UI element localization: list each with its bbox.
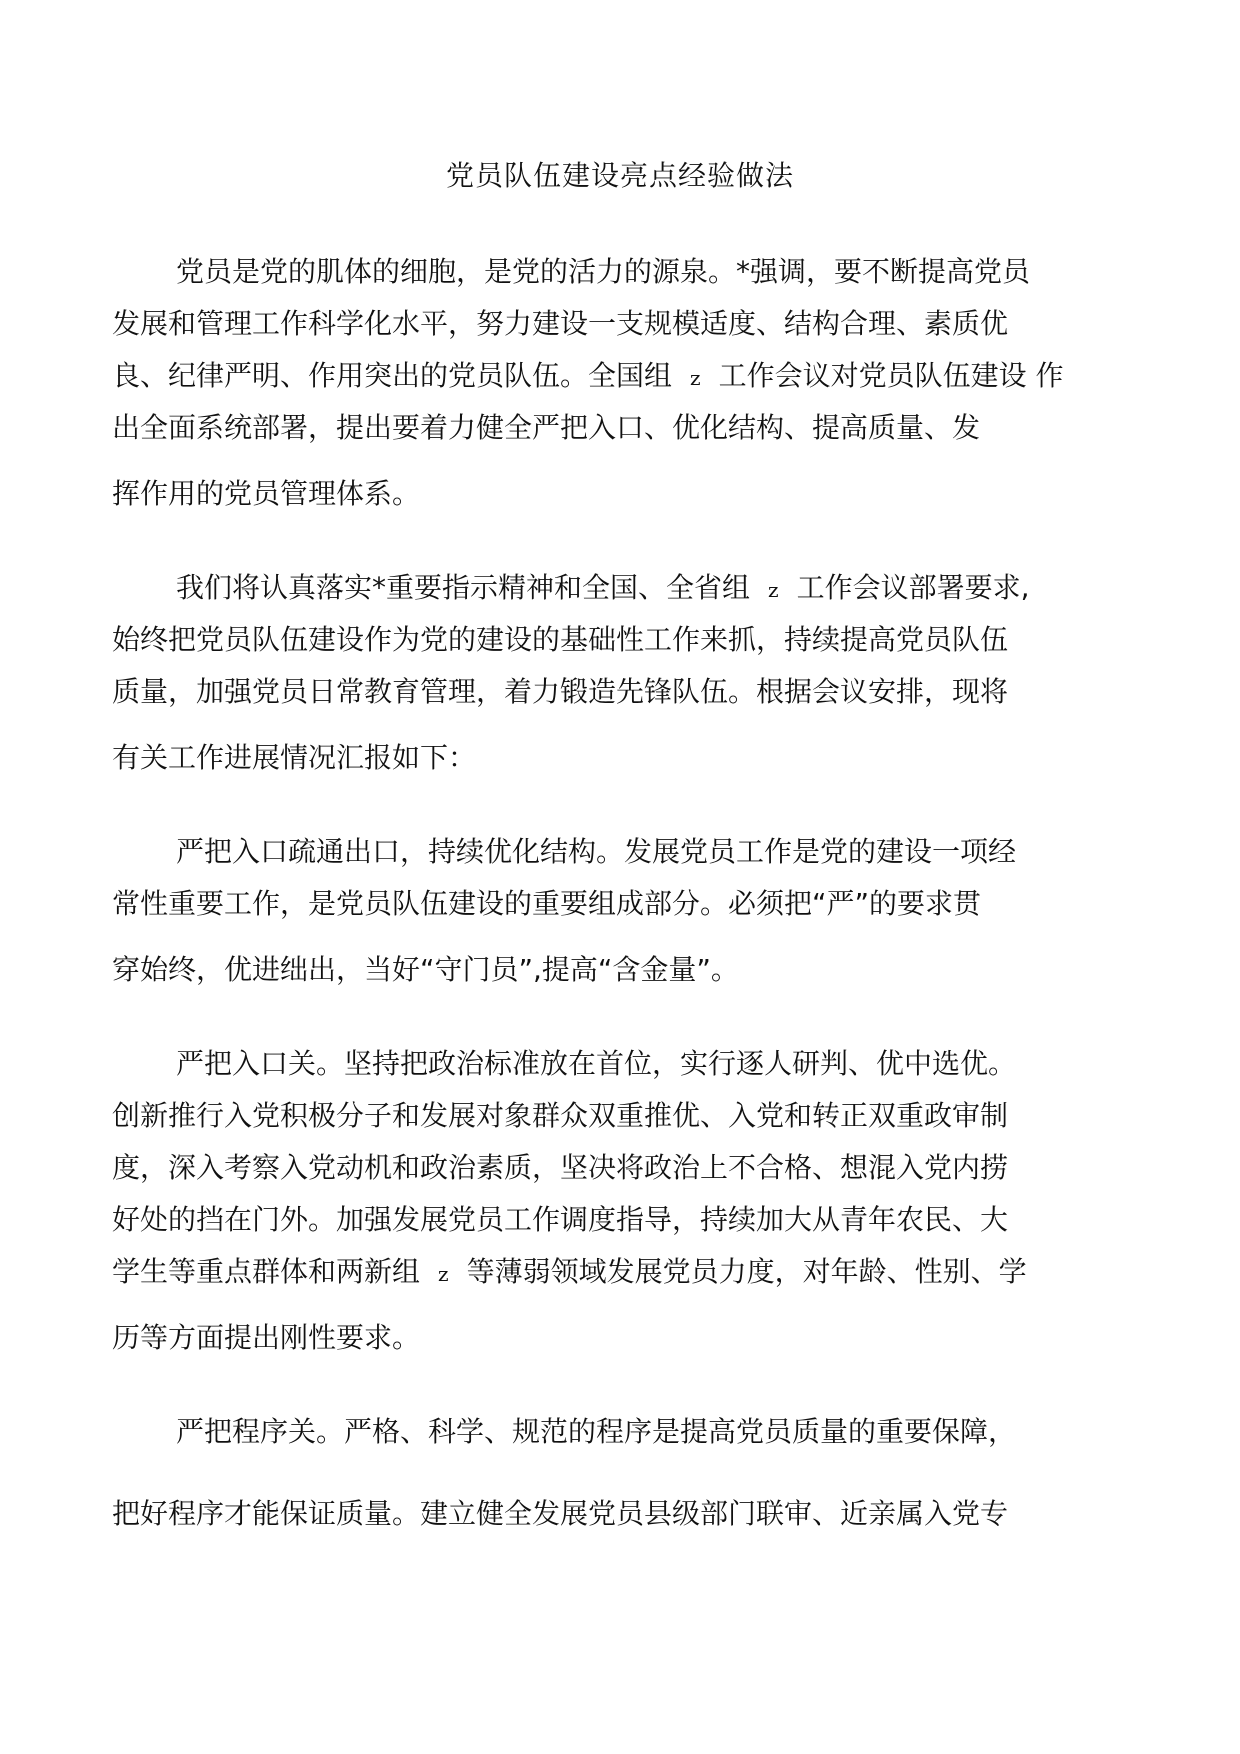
paragraph-line xyxy=(176,568,1029,610)
text-segment: 工作会议对党员队伍建设 作 xyxy=(718,359,1064,392)
paragraph-line: 创新推行入党积极分子和发展对象群众双重推优、入党和转正双重政审制 xyxy=(112,1099,1009,1132)
text-segment: 良、纪律严明、作用突出的党员队伍。全国组 xyxy=(112,359,673,392)
paragraph-line: 挥作用的党员管理体系。 xyxy=(112,477,421,510)
paragraph-line: 发展和管理工作科学化水平，努力建设一支规模适度、结构合理、素质优 xyxy=(112,307,1009,340)
paragraph-line: 严把入口疏通出口，持续优化结构。发展党员工作是党的建设一项经 xyxy=(176,835,1017,868)
paragraph-line: 质量，加强党员日常教育管理，着力锻造先锋队伍。根据会议安排，现将 xyxy=(112,675,1009,708)
text-segment: z xyxy=(438,1262,449,1286)
paragraph-line: 把好程序才能保证质量。建立健全发展党员县级部门联审、近亲属入党专 xyxy=(112,1497,1009,1530)
text-segment: z xyxy=(768,578,779,602)
text-segment: 我们将认真落实*重要指示精神和全国、全省组 xyxy=(176,571,751,604)
text-segment: z xyxy=(690,366,701,390)
paragraph-line xyxy=(112,1252,1027,1294)
document-title: 党员队伍建设亮点经验做法 xyxy=(445,159,794,192)
paragraph-line: 党员是党的肌体的细胞，是党的活力的源泉。*强调，要不断提高党员 xyxy=(176,255,1031,288)
paragraph-line: 度，深入考察入党动机和政治素质，坚决将政治上不合格、想混入党内捞 xyxy=(112,1151,1009,1184)
paragraph-line: 始终把党员队伍建设作为党的建设的基础性工作来抓，持续提高党员队伍 xyxy=(112,623,1009,656)
paragraph-line: 穿始终，优进绌出，当好“守门员”,提高“含金量”。 xyxy=(112,953,739,986)
paragraph-line: 好处的挡在门外。加强发展党员工作调度指导，持续加大从青年农民、大 xyxy=(112,1203,1009,1236)
text-segment: 学生等重点群体和两新组 xyxy=(112,1255,421,1288)
paragraph-line: 严把程序关。严格、科学、规范的程序是提高党员质量的重要保障， xyxy=(176,1415,1017,1448)
paragraph-line: 常性重要工作，是党员队伍建设的重要组成部分。必须把“严”的要求贯 xyxy=(112,887,982,920)
paragraph-line: 有关工作进展情况汇报如下： xyxy=(112,741,477,774)
paragraph-line: 出全面系统部署，提出要着力健全严把入口、优化结构、提高质量、发 xyxy=(112,411,981,444)
text-segment: 等薄弱领域发展党员力度，对年龄、性别、学 xyxy=(466,1255,1027,1288)
paragraph-line: 严把入口关。坚持把政治标准放在首位，实行逐人研判、优中选优。 xyxy=(176,1047,1017,1080)
text-segment: 工作会议部署要求, xyxy=(796,571,1030,604)
paragraph-line xyxy=(112,356,1063,398)
paragraph-line: 历等方面提出刚性要求。 xyxy=(112,1321,421,1354)
